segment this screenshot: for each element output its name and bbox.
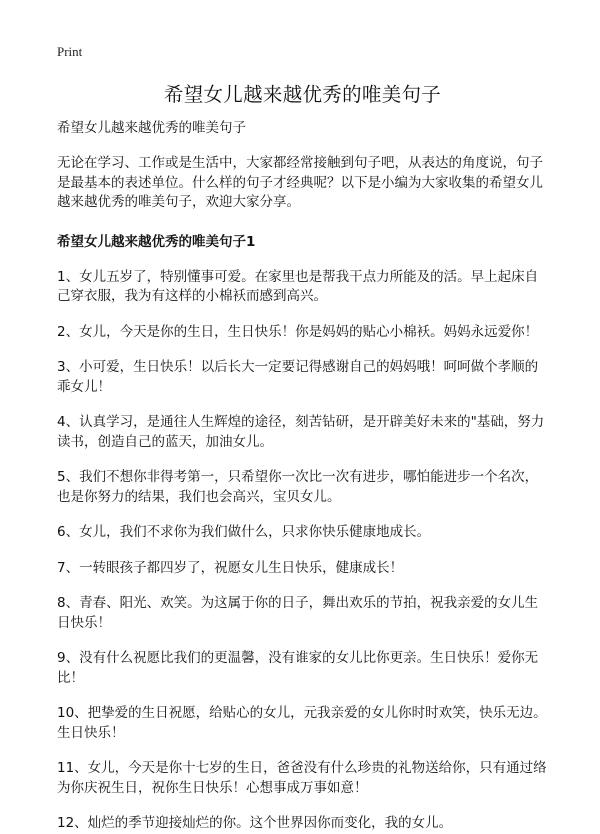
list-item-3: 3、小可爱，生日快乐！以后长大一定要记得感谢自己的妈妈哦！呵呵做个孝顺的乖女儿！ — [57, 359, 539, 395]
list-item-2: 2、女儿，今天是你的生日，生日快乐！你是妈妈的贴心小棉袄。妈妈永远爱你！ — [57, 323, 539, 340]
section-heading: 希望女儿越来越优秀的唯美句子1 — [57, 233, 256, 250]
page-subtitle: 希望女儿越来越优秀的唯美句子 — [57, 120, 246, 136]
list-item-12: 12、灿烂的季节迎接灿烂的你。这个世界因你而变化，我的女儿。 — [57, 815, 453, 831]
list-item-8: 8、青春、阳光、欢笑。为这属于你的日子，舞出欢乐的节拍，祝我亲爱的女儿生日快乐！ — [57, 595, 539, 631]
intro-paragraph: 无论在学习、工作或是生活中，大家都经常接触到句子吧，从表达的角度说，句子是最基本的表述单位。什么样的句子才经典呢？以下是小编为大家收集的希望女儿越来越优秀的唯美句子，欢迎大家分享。 — [57, 155, 543, 210]
list-item-1: 1、女儿五岁了，特别懂事可爱。在家里也是帮我干点力所能及的活。早上起床自己穿衣服，我为有这样的小棉袄而感到高兴。 — [57, 268, 539, 304]
list-item-9: 9、没有什么祝愿比我们的更温馨，没有谁家的女儿比你更亲。生日快乐！爱你无比！ — [57, 650, 539, 686]
sentence-list — [57, 268, 548, 834]
list-item-11: 11、女儿，今天是你十七岁的生日，爸爸没有什么珍贵的礼物送给你，只有通过络为你庆祝生日，祝你生日快乐！心想事成万事如意！ — [57, 760, 547, 796]
list-item-7: 7、一转眼孩子都四岁了，祝愿女儿生日快乐，健康成长！ — [57, 559, 404, 576]
list-item-5: 5、我们不想你非得考第一，只希望你一次比一次有进步，哪怕能进步一个名次，也是你努力的结果，我们也会高兴，宝贝女儿。 — [57, 469, 539, 505]
list-item-6: 6、女儿，我们不求你为我们做什么，只求你快乐健康地成长。 — [57, 524, 431, 540]
list-item-10: 10、把挚爱的生日祝愿，给贴心的女儿，元我亲爱的女儿你时时欢笑，快乐无边。生日快乐！ — [57, 705, 547, 741]
page-title: 希望女儿越来越优秀的唯美句子 — [163, 83, 442, 106]
print-label: Print — [57, 44, 83, 59]
list-item-4: 4、认真学习，是通往人生辉煌的途径，刻苦钻研，是开辟美好未来的"基础，努力读书，创造自己的蓝天，加油女儿。 — [57, 414, 545, 450]
